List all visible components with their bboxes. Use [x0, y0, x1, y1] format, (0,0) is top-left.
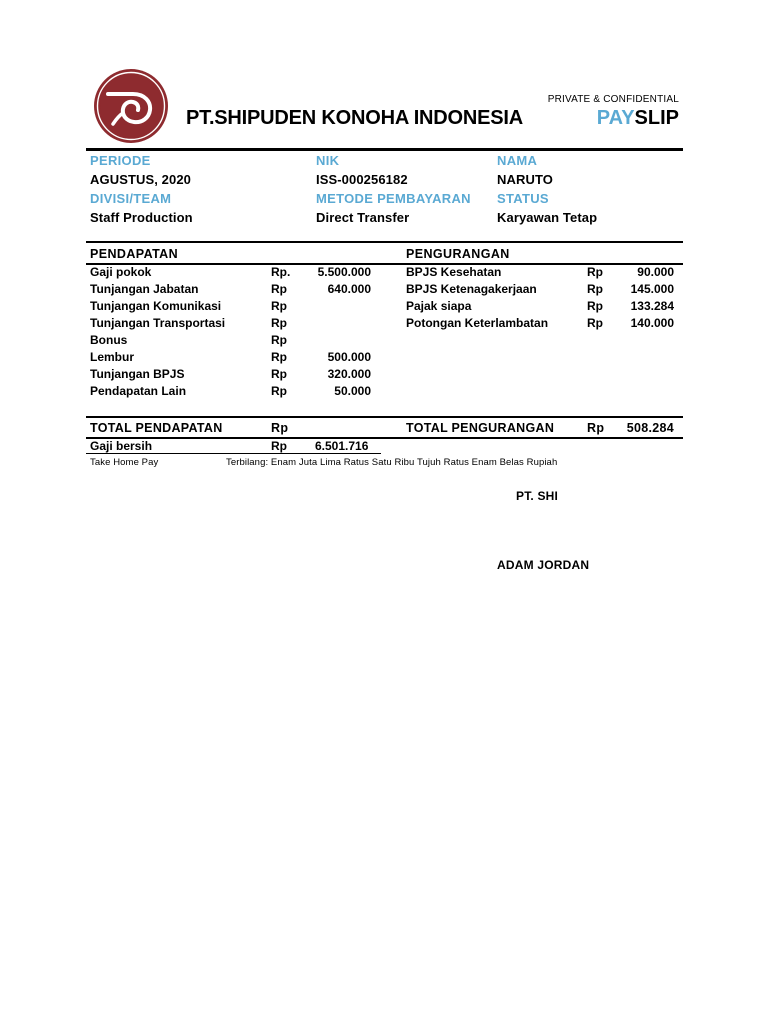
income-label: Tunjangan BPJS: [90, 367, 185, 381]
deduction-amount: 133.284: [630, 299, 674, 313]
income-amount: 5.500.000: [317, 265, 371, 279]
payslip-title-slip: SLIP: [634, 107, 679, 129]
metode-value: Direct Transfer: [316, 210, 410, 225]
pendapatan-list: [90, 264, 375, 400]
income-currency: Rp: [271, 333, 287, 347]
income-currency: Rp: [271, 282, 287, 296]
total-pendapatan-label: TOTAL PENDAPATAN: [90, 421, 223, 435]
totals-divider-bottom: [86, 437, 683, 439]
deduction-label: BPJS Kesehatan: [406, 265, 502, 279]
gaji-bersih-currency: Rp: [271, 439, 287, 453]
confidential-label: PRIVATE & CONFIDENTIAL: [547, 94, 679, 105]
pengurangan-list: [406, 264, 676, 332]
income-currency: Rp: [271, 350, 287, 364]
table-row: [90, 383, 375, 400]
nama-value: NARUTO: [497, 172, 553, 187]
income-label: Tunjangan Transportasi: [90, 316, 226, 330]
income-currency: Rp: [271, 316, 287, 330]
pendapatan-heading: PENDAPATAN: [90, 247, 179, 261]
total-pendapatan-currency: Rp: [271, 421, 289, 435]
deduction-currency: Rp: [587, 316, 603, 330]
table-row: [406, 281, 676, 298]
periode-label: PERIODE: [90, 153, 151, 168]
terbilang-text: Terbilang: Enam Juta Lima Ratus Satu Ribu Tujuh Ratus Enam Belas Rupiah: [226, 457, 558, 468]
deduction-currency: Rp: [587, 282, 603, 296]
deduction-currency: Rp: [587, 299, 603, 313]
income-label: Tunjangan Jabatan: [90, 282, 199, 296]
income-label: Tunjangan Komunikasi: [90, 299, 222, 313]
metode-label: METODE PEMBAYARAN: [316, 191, 471, 206]
income-currency: Rp: [271, 384, 287, 398]
table-row: [406, 298, 676, 315]
nik-value: ISS-000256182: [316, 172, 408, 187]
pengurangan-heading: PENGURANGAN: [406, 247, 510, 261]
table-row: [90, 264, 375, 281]
nama-label: NAMA: [497, 153, 538, 168]
income-label: Gaji pokok: [90, 265, 152, 279]
income-currency: Rp.: [271, 265, 291, 279]
total-pengurangan-value: 508.284: [626, 421, 674, 435]
status-value: Karyawan Tetap: [497, 210, 598, 225]
table-row: [90, 349, 375, 366]
take-home-pay-label: Take Home Pay: [90, 457, 159, 468]
total-pengurangan-label: TOTAL PENGURANGAN: [406, 421, 555, 435]
income-amount: 50.000: [334, 384, 371, 398]
income-label: Pendapatan Lain: [90, 384, 187, 398]
info-divider: [86, 241, 683, 243]
signature-name: ADAM JORDAN: [497, 558, 590, 572]
signature-company: PT. SHI: [516, 489, 559, 503]
income-amount: 320.000: [327, 367, 371, 381]
payslip-title-pay: PAY: [596, 107, 635, 129]
header-divider: [86, 148, 683, 151]
nik-label: NIK: [316, 153, 340, 168]
income-label: Bonus: [90, 333, 128, 347]
table-row: [90, 281, 375, 298]
deduction-amount: 140.000: [630, 316, 674, 330]
divisi-value: Staff Production: [90, 210, 193, 225]
company-logo: [93, 68, 169, 144]
total-pengurangan-currency: Rp: [587, 421, 605, 435]
table-row: [406, 315, 676, 332]
table-row: [90, 366, 375, 383]
totals-divider-top: [86, 416, 683, 418]
table-row: [406, 264, 676, 281]
table-row: [90, 298, 375, 315]
deduction-label: Potongan Keterlambatan: [406, 316, 549, 330]
gaji-bersih-underline: [86, 453, 381, 454]
deduction-label: BPJS Ketenagakerjaan: [406, 282, 537, 296]
income-currency: Rp: [271, 299, 287, 313]
gaji-bersih-value: 6.501.716: [315, 439, 369, 453]
deduction-amount: 145.000: [630, 282, 674, 296]
income-amount: 640.000: [327, 282, 371, 296]
deduction-amount: 90.000: [637, 265, 674, 279]
periode-value: AGUSTUS, 2020: [90, 172, 192, 187]
income-amount: 500.000: [327, 350, 371, 364]
divisi-label: DIVISI/TEAM: [90, 191, 172, 206]
payslip-title: [0, 107, 679, 130]
status-label: STATUS: [497, 191, 549, 206]
income-label: Lembur: [90, 350, 135, 364]
gaji-bersih-label: Gaji bersih: [90, 439, 153, 453]
income-currency: Rp: [271, 367, 287, 381]
deduction-label: Pajak siapa: [406, 299, 472, 313]
company-name: PT.SHIPUDEN KONOHA INDONESIA: [186, 107, 524, 129]
deduction-currency: Rp: [587, 265, 603, 279]
table-row: [90, 315, 375, 332]
table-row: [90, 332, 375, 349]
